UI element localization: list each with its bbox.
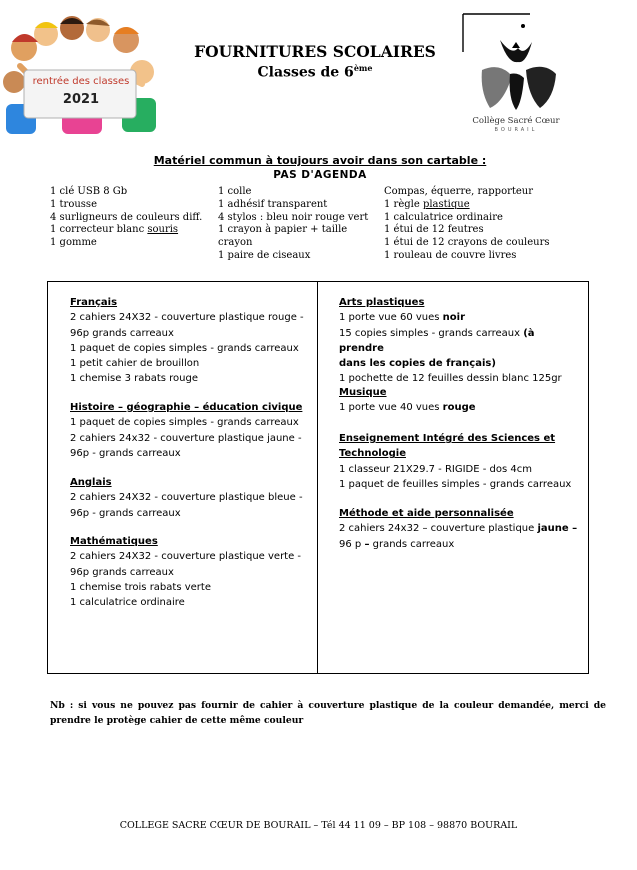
list-item: 96p grands carreaux [70,566,174,578]
subject-methode [339,506,581,552]
list-item: 1 paquet de copies simples - grands carreaux [70,417,299,429]
school-emblem-icon [460,12,572,116]
list-item: 2 cahiers 24X32 - couverture plastique bleue - [70,492,303,504]
subject-anglais [70,475,312,521]
no-agenda-notice: PAS D'AGENDA [273,169,367,181]
column-divider [317,281,318,674]
common-list-column-1 [50,186,220,250]
subject-francais [70,295,312,387]
subject-heading: Musique [339,387,387,398]
list-item: 1 règle plastique [384,198,470,210]
college-location: BOURAIL [494,127,538,133]
list-item: 96 p – grands carreaux [339,538,455,550]
children-illustration-icon [2,12,160,136]
list-item: 2 cahiers 24x32 – couverture plastique jaune – [339,523,578,535]
college-name: Collège Sacré Cœur [472,116,560,126]
list-item: 1 paquet de copies simples - grands carreaux [70,342,299,354]
list-item: Compas, équerre, rapporteur [384,186,534,197]
list-item: 1 paire de ciseaux [218,249,311,261]
page-title: FOURNITURES SCOLAIRES [194,42,436,61]
subject-musique [339,385,581,416]
subject-heading: Technologie [339,448,406,460]
page-subtitle: Classes de 6ème [257,63,373,81]
subject-heading: Français [70,297,118,308]
list-item: 1 calculatrice ordinaire [70,597,185,609]
list-item: 1 étui de 12 feutres [384,224,484,236]
list-item: 1 calculatrice ordinaire [384,211,503,223]
list-item: 1 adhésif transparent [218,198,328,210]
subject-heading: Méthode et aide personnalisée [339,508,514,519]
list-item: 1 petit cahier de brouillon [70,358,200,370]
list-item: 96p grands carreaux [70,327,174,339]
list-item: 15 copies simples - grands carreaux (à prendre [339,327,535,354]
list-item: 1 étui de 12 crayons de couleurs [384,237,550,249]
list-item: 1 classeur 21X29.7 - RIGIDE - dos 4cm [339,463,532,475]
subject-heading: Anglais [70,477,112,488]
list-item: dans les copies de français) [339,358,496,370]
list-item: 96p - grands carreaux [70,507,181,519]
list-item: 4 surligneurs de couleurs diff. [50,211,203,223]
page-footer: COLLEGE SACRE CŒUR DE BOURAIL – Tél 44 11 09 – BP 108 – 98870 BOURAIL [119,820,518,831]
subject-heading: Enseignement Intégré des Sciences et [339,433,556,444]
subject-arts-plastiques [339,295,581,387]
subject-heading: Mathématiques [70,536,158,547]
footnote: Nb : si vous ne pouvez pas fournir de cahier à couverture plastique de la couleur demandée, merci de prendre le protège cahier de cette même couleur [50,700,606,726]
list-item: 4 stylos : bleu noir rouge vert [218,211,369,223]
list-item: 1 correcteur blanc souris [50,224,179,236]
logo-banner-year: 2021 [62,92,100,107]
list-item: 1 gomme [50,237,97,249]
common-list-column-3 [384,186,584,263]
subject-histoire [70,400,312,461]
subject-heading: Arts plastiques [339,297,425,308]
college-logo [460,12,572,136]
list-item: 1 rouleau de couvre livres [384,249,517,261]
list-item: 2 cahiers 24X32 - couverture plastique rouge - [70,312,304,324]
subject-eist [339,431,581,492]
list-item: 1 clé USB 8 Gb [50,186,128,197]
list-item: 1 trousse [50,198,97,210]
subject-heading: Histoire – géographie – éducation civique [70,402,303,413]
common-material-heading: Matériel commun à toujours avoir dans son cartable : [153,154,487,167]
list-item: 1 chemise trois rabats verte [70,581,211,593]
logo-banner-text: rentrée des classes [32,76,130,87]
list-item: 2 cahiers 24x32 - couverture plastique jaune - [70,432,302,444]
rentree-logo [2,12,160,136]
list-item: 1 paquet de feuilles simples - grands carreaux [339,478,572,490]
list-item: 1 chemise 3 rabats rouge [70,373,199,385]
list-item: 1 porte vue 40 vues rouge [339,402,476,414]
list-item: 1 colle [218,186,252,197]
list-item: 96p - grands carreaux [70,447,181,459]
list-item: 2 cahiers 24X32 - couverture plastique verte - [70,551,302,563]
subject-mathematiques [70,534,312,610]
list-item: 1 crayon à papier + taille crayon [218,224,348,249]
list-item: 1 porte vue 60 vues noir [339,312,466,324]
common-list-column-2 [218,186,383,263]
list-item: 1 pochette de 12 feuilles dessin blanc 125gr [339,373,562,385]
